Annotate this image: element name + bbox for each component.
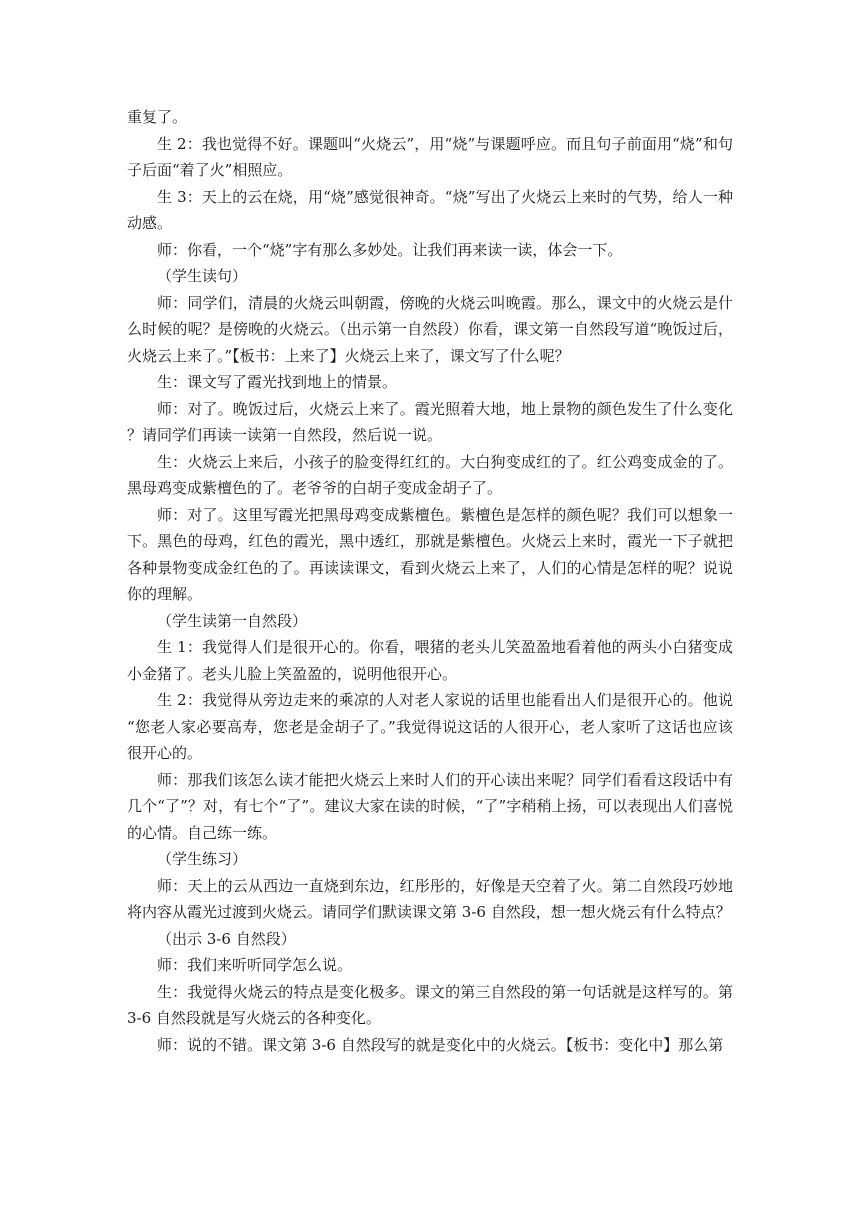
paragraph: 师：说的不错。课文第 3-6 自然段写的就是变化中的火烧云。【板书：变化中】那么第 — [157, 1035, 724, 1054]
paragraph: 师：你看，一个“烧”字有那么多妙处。让我们再来读一读，体会一下。 — [157, 240, 623, 259]
paragraph: 师：对了。这里写霞光把黑母鸡变成紫檀色。紫檀色是怎样的颜色呢？我们可以想象一下。黑色的母鸡，红色的霞光，黑中透红，那就是紫檀色。火烧云上来时，霞光一下子就把各种景物变成金红色的了。再读读课文，看到火烧云上来了，人们的心情是怎样的呢？说说你的理解。 — [127, 505, 733, 603]
paragraph: 师：天上的云从西边一直烧到东边，红彤彤的，好像是天空着了火。第二自然段巧妙地将内容从霞光过渡到火烧云。请同学们默读课文第 3-6 自然段，想一想火烧云有什么特点？ — [127, 876, 733, 921]
document-body — [127, 104, 733, 1058]
paragraph: 师：同学们，清晨的火烧云叫朝霞，傍晚的火烧云叫晚霞。那么，课文中的火烧云是什么时候的呢？是傍晚的火烧云。（出示第一自然段）你看，课文第一自然段写道“晚饭过后，火烧云上来了。”【板书：上来了】火烧云上来了，课文写了什么呢？ — [127, 293, 733, 365]
paragraph: （出示 3-6 自然段） — [157, 929, 296, 948]
paragraph: 生：我觉得火烧云的特点是变化极多。课文的第三自然段的第一句话就是这样写的。第 3-6 自然段就是写火烧云的各种变化。 — [127, 982, 733, 1027]
paragraph: 重复了。 — [127, 108, 188, 126]
paragraph: （学生读句） — [157, 267, 248, 285]
paragraph: 生：火烧云上来后，小孩子的脸变得红红的。大白狗变成红的了。红公鸡变成金的了。黑母鸡变成紫檀色的了。老爷爷的白胡子变成金胡子了。 — [127, 452, 733, 497]
paragraph: 师：那我们该怎么读才能把火烧云上来时人们的开心读出来呢？同学们看看这段话中有几个“了”？对，有七个“了”。建议大家在读的时候，“了”字稍稍上扬，可以表现出人们喜悦的心情。自己练一练。 — [127, 770, 733, 842]
paragraph: 生 1：我觉得人们是很开心的。你看，喂猪的老头儿笑盈盈地看着他的两头小白猪变成小金猪了。老头儿脸上笑盈盈的，说明他很开心。 — [127, 638, 733, 683]
paragraph: 生 3：天上的云在烧，用“烧”感觉很神奇。“烧”写出了火烧云上来时的气势，给人一种动感。 — [127, 187, 733, 232]
paragraph: （学生读第一自然段） — [157, 611, 308, 630]
paragraph: 生：课文写了霞光找到地上的情景。 — [157, 373, 398, 391]
paragraph: 师：我们来听听同学怎么说。 — [157, 956, 353, 974]
paragraph: 师：对了。晚饭过后，火烧云上来了。霞光照着大地，地上景物的颜色发生了什么变化？请同学们再读一读第一自然段，然后说一说。 — [127, 399, 733, 444]
paragraph: （学生练习） — [157, 850, 248, 868]
paragraph: 生 2：我也觉得不好。课题叫“火烧云”，用“烧”与课题呼应。而且句子前面用“烧”和句子后面“着了火”相照应。 — [127, 134, 733, 179]
paragraph: 生 2：我觉得从旁边走来的乘凉的人对老人家说的话里也能看出人们是很开心的。他说“您老人家必要高寿，您老是金胡子了。”我觉得说这话的人很开心，老人家听了这话也应该很开心的。 — [127, 691, 733, 762]
